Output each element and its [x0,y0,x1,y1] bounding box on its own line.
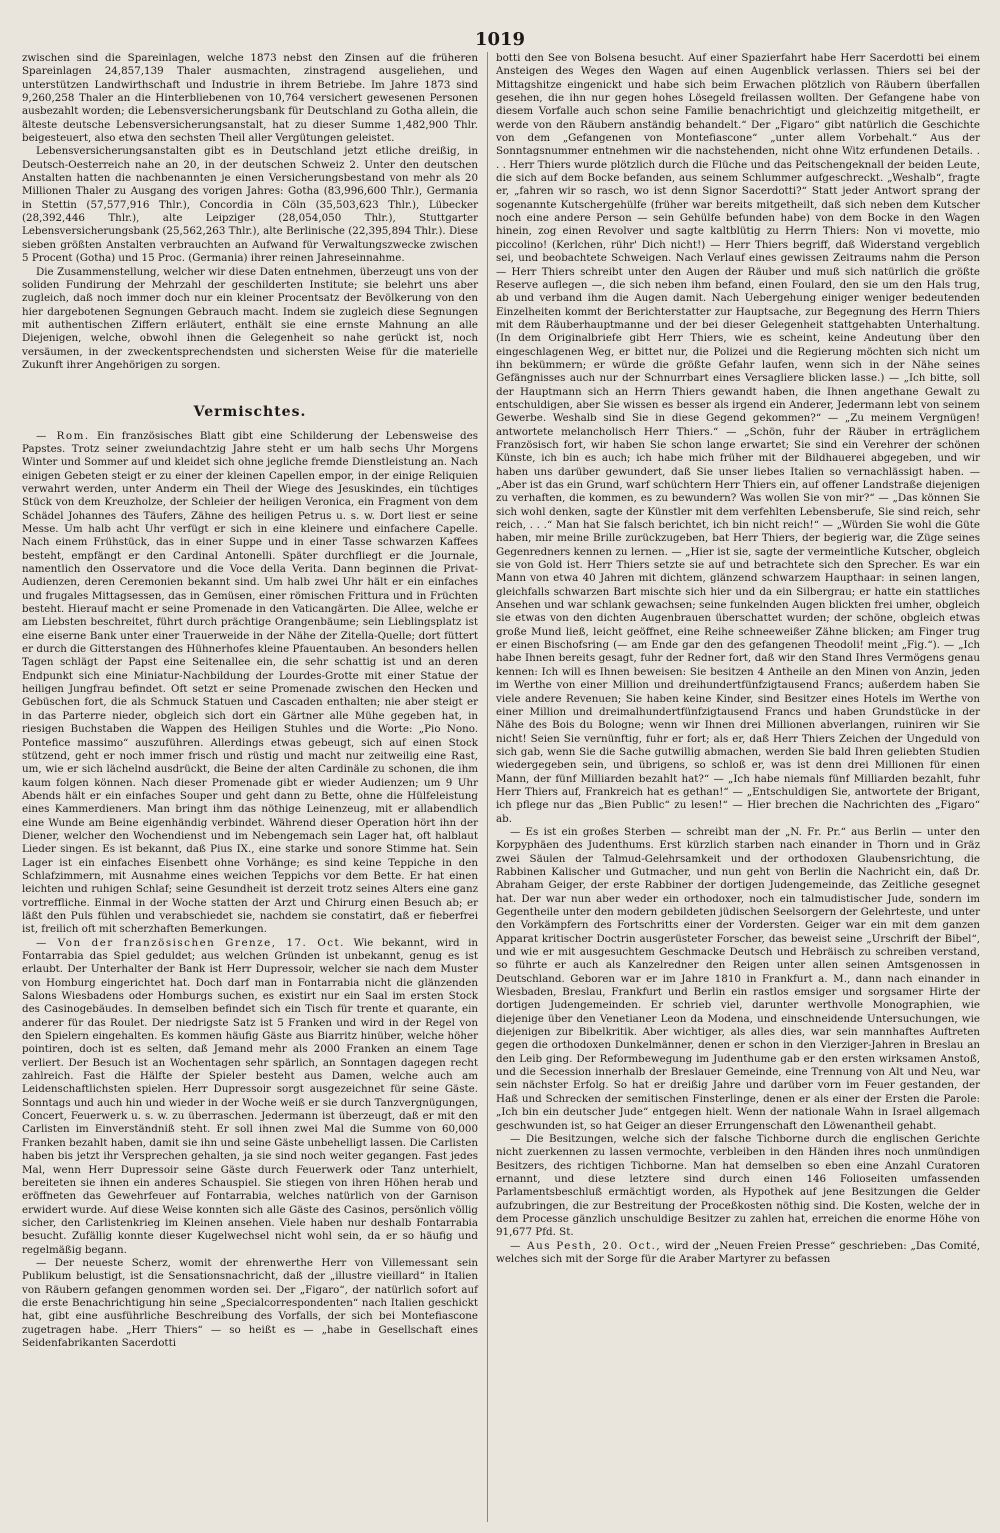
article-pesth-dateline: — Aus Pesth, 20. Oct., [510,1239,662,1252]
insurance-paragraph-3: Die Zusammenstellung, welcher wir diese Daten entnehmen, überzeugt uns von der soliden Fundirung der Mehrzahl der geschilderten Institute; sie belehrt uns aber zugleich, daß noch immer doch nur ein kleiner Procentsatz der Bevölkerung von den hier dargebotenen Segnungen Gebrauch macht. Indem sie zugleich diese Segnungen mit authentischen Ziffern erläutert, enthält sie eine ernste Mahnung an alle Diejenigen, welche, obwohl ihnen die Gelegenheit so nahe gerückt ist, noch versäumen, in der zweckentsprechendsten und sichersten Weise für die materielle Zukunft ihrer Angehörigen zu sorgen. [22,265,478,371]
insurance-paragraph-1: zwischen sind die Spareinlagen, welche 1873 nebst den Zinsen auf die früheren Spareinlagen 24,857,139 Thaler ausmachten, zinstragend ausgeliehen, und unterstützen Landwirthschaft und Industrie in ihrem Betriebe. Im Jahre 1873 sind 9,260,258 Thaler an die Hinterbliebenen von 10,764 versichert gewesenen Personen ausbezahlt worden; die Lebensversicherungsbank für Deutschland zu Gotha allein, die älteste deutsche Lebensversicherungsanstalt, hat zu dieser Summe 1,482,900 Thlr. beigesteuert, also etwa den sechsten Theil aller Vergütungen geleistet. [22,52,478,145]
article-grenze-body: Wie bekannt, wird in Fontarrabia das Spiel geduldet; aus welchen Gründen ist unbekannt, genug es ist erlaubt. Der Unterhalter der Bank ist Herr Dupressoir, welcher sie nach dem Muster von Homburg eingerichtet hat. Doch darf man in Fontarrabia nicht die glänzenden Salons Wiesbadens oder Homburgs suchen, es existirt nur ein Saal im ersten Stock des Casinogebäudes. In demselben befindet sich ein Tisch für trente et quarante, ein anderer für das Roulet. Der niedrigste Satz ist 5 Franken und wird in der Regel von den Spielern eingehalten. Es kommen häufig Gäste aus Biarritz hinüber, welche höher pointiren, doch ist es selten, daß Jemand mehr als 2000 Franken an einem Tage verliert. Der Besuch ist an Wochentagen sehr spärlich, an Sonntagen dagegen recht zahlreich. Fast die Hälfte der Spieler besteht aus Damen, welche auch am Leidenschaftlichsten spielen. Herr Dupressoir sorgt ausgezeichnet für seine Gäste. Sonntags und auch hin und wieder in der Woche weiß er sie durch Tanzvergnügungen, Concert, Feuerwerk u. s. w. zu überraschen. Jedermann ist überzeugt, daß er mit den Carlisten im Einverständniß steht. Er soll ihnen zwei Mal die Summe von 60,000 Franken bezahlt haben, damit sie ihn und seine Gäste unbehelligt lassen. Die Carlisten haben bis jetzt ihr Versprechen gehalten, ja sie sind noch weiter gegangen. Fast jedes Mal, wenn Herr Dupressoir seine Gäste durch Feuerwerk oder Tanz unterhielt, bereiteten sie ihnen ein anderes Schauspiel. Sie stiegen von ihren Höhen herab und eröffneten das Gewehrfeuer auf Fontarrabia, welches natürlich von der Garnison erwidert wurde. Auf diese Weise konnten sich alle Gäste des Casinos, persönlich völlig sicher, den Carlistenkrieg im Kleinen ansehen. Viele haben nur deshalb Fontarrabia besucht. Zufällig konnte dieser Kugelwechsel nicht wohl sein, da er so häufig und regelmäßig begann. [22,936,478,1256]
article-villemessant-intro: — Der neueste Scherz, womit der ehrenwerthe Herr von Villemessant [36,1256,449,1269]
article-grenze [22,937,478,1257]
article-rom-body: Ein französisches Blatt gibt eine Schilderung der Lebensweise des Papstes. Trotz seiner zweiundachtzig Jahre steht er um halb sechs Uhr Morgens Winter und Sommer auf und kleidet sich ohne jegliche fremde Dienstleistung an. Nach einigen Gebeten steigt er zu einer der kleinen Capellen empor, in der einige Reliquien verwahrt werden, unter Anderm ein Theil der Wiege des Jesuskindes, ein tüchtiges Stück von dem Kreuzholze, der Schleier der heiligen Veronica, ein Fragment von dem Schädel Johannes des Täufers, Zähne des heiligen Petrus u. s. w. Dort liest er seine Messe. Um halb acht Uhr verfügt er sich in eine kleinere und einfachere Capelle. Nach einem Frühstück, das in einer Suppe und in einer Tasse schwarzen Kaffees besteht, empfängt er den Cardinal Antonelli. Später durchfliegt er die Journale, namentlich den Osservatore und die Voce della Verita. Dann beginnen die Privat-Audienzen, deren Ceremonien bekannt sind. Um halb zwei Uhr hält er ein einfaches und frugales Mittagsessen, das in Gemüsen, einer römischen Frittura und in Früchten besteht. Hierauf macht er seine Promenade in den Vaticangärten. Die Allee, welche er am Liebsten beschreitet, führt durch prächtige Orangenbäume; sein Lieblingsplatz ist eine eiserne Bank unter einer Trauerweide in der Nähe der Zitella-Quelle; dort füttert er durch die Gitterstangen des Hühnerhofes kleine Pfauentauben. An besonders hellen Tagen schlägt der Papst eine Seitenallee ein, die sehr schattig ist und an deren Endpunkt sich eine Miniatur-Nachbildung der Lourdes-Grotte mit einer Statue der heiligen Jungfrau befindet. Oft setzt er seine Promenade zwischen den Hecken und Gebüschen fort, die als Schmuck Statuen und Cascaden enthalten; nie aber steigt er in das Parterre nieder, obgleich sich dort ein Gärtner alle Mühe gegeben hat, in riesigen Buchstaben die Wappen des Heiligen Stuhles und die Worte: „Pio Nono. Pontefice massimo“ auszuführen. Allerdings etwas gebeugt, sich auf einen Stock stützend, geht er noch immer frisch und rüstig und macht nur zeitweilig eine Rast, um, wie er sich lächelnd ausdrückt, die Beine der alten Cardinäle zu schonen, die ihm kaum folgen können. Nach dieser Promenade gibt er wieder Audienzen; um 9 Uhr Abends hält er ein einfaches Souper und geht dann zu Bette, ohne die Hülfeleistung eines Kammerdieners. Man bringt ihm das nöthige Leinenzeug, mit er allabendlich eine Wunde am Beine eigenhändig verbindet. Während dieser Operation hört ihn der Diener, welcher den Wochendienst und im Nebengemach sein Lager hat, oft halblaut Lieder singen. Es ist bekannt, daß Pius IX., eine starke und sonore Stimme hat. Sein Lager ist ein einfaches Eisenbett ohne Vorhänge; es sind keine Teppiche in den Schlafzimmern, mit Ausnahme eines weichen Teppichs vor dem Bette. Er hat einen leichten und ruhigen Schlaf; seine Gesundheit ist derzeit trotz seines Alters eine ganz vortreffliche. Einmal in der Woche statten der Arzt und Chirurg einen Besuch ab; er läßt den Puls fühlen und verabschiedet sie, nachdem sie constatirt, daß er fieberfrei ist, freilich oft mit scherzhaften Bemerkungen. [22,429,478,936]
section-heading: Vermischtes. [193,404,307,421]
column-divider [487,52,488,1522]
right-column [496,52,980,1266]
left-column [22,52,478,1350]
article-villemessant [22,1257,478,1350]
article-tichborne: — Die Besitzungen, welche sich der falsche Tichborne durch die englischen Gerichte nicht zuerkennen zu lassen vermochte, verbleiben in den Händen ihres noch unmündigen Besitzers, des richtigen Tichborne. Man hat demselben so eben eine Anzahl Curatoren ernannt, und diese letztere sind durch einen 146 Folioseiten umfassenden Parlamentsbeschluß ermächtigt worden, als Hypothek auf jene Besitzungen die Gelder aufzubringen, die zur Bestreitung der Proceßkosten nöthig sind. Die Kosten, welche der in dem Processe gänzlich unschuldige Besitzer zu zahlen hat, erreichen die enorme Höhe von 91,677 Pfd. St. [496,1132,980,1239]
article-villemessant-body: sein Publikum belustigt, ist die Sensationsnachricht, daß der „illustre vieillard“ in Italien von Räubern gefangen genommen worden sei. Der „Figaro“, der natürlich sofort auf die erste Benachrichtigung hin seine „Specialcorrespondenten“ nach Italien geschickt hat, gibt eine ausführliche Beschreibung des Vorfalls, der sich bei Montefiascone zugetragen habe. „Herr Thiers“ — so heißt es — „habe in Gesellschaft eines Seidenfabrikanten Sacerdotti [22,1256,478,1349]
article-grenze-dateline: — Von der französischen Grenze, 17. Oct. [36,936,345,949]
article-rom-dateline: — Rom. [36,429,90,442]
article-pesth [496,1240,980,1267]
article-geiger: — Es ist ein großes Sterben — schreibt man der „N. Fr. Pr.“ aus Berlin — unter den Korpyphäen des Judenthums. Erst kürzlich starben nach einander in Thorn und in Gräz zwei Säulen der Talmud-Gelehrsamkeit und der orthodoxen Glaubensrichtung, die Rabbinen Kalischer und Gutmacher, und nun geht von Berlin die Nachricht ein, daß Dr. Abraham Geiger, der erste Rabbiner der dortigen Judengemeinde, das Zeitliche gesegnet hat. Der war nun aber weder ein orthodoxer, noch ein talmudistischer Jude, sondern im Gegentheile unter den modern gebildeten jüdischen Seelsorgern der Gelehrteste, und unter den Vorkämpfern des Fortschritts einer der Vordersten. Geiger war ein mit dem ganzen Apparat kritischer Doctrin ausgerüsteter Forscher, das beweist seine „Urschrift der Bibel“, und wie er mit ausgesuchtem Geschmacke Deutsch und Hebräisch zu schreiben verstand, so führte er auch als Kanzelredner den Reigen unter allen seinen Amtsgenossen in Deutschland. Geboren war er im Jahre 1810 in Frankfurt a. M., dann nach einander in Wiesbaden, Breslau, Frankfurt und Berlin ein rastlos emsiger und sorgsamer Hirte der dortigen Judengemeinden. Er schrieb viel, darunter werthvolle Monographien, wie diejenige über den Venetianer Leon da Modena, und einschneidende Untersuchungen, wie diejenigen zur Bibelkritik. Aber wichtiger, als alles dies, war sein mannhaftes Auftreten gegen die orthodoxen Dunkelmänner, denen er schon in den Vierziger-Jahren in Breslau an den Leib ging. Der Reformbewegung im Judenthume gab er den ersten wirksamen Anstoß, und die Secession innerhalb der Breslauer Gemeinde, eine Trennung von Alt und Neu, war sein nächster Erfolg. So hat er dreißig Jahre und darüber vorn im Feuer gestanden, der Haß und Schrecken der semitischen Finsterlinge, denen er als einer der Ersten die Parole: „Ich bin ein deutscher Jude“ entgegen hielt. Wenn der nationale Wahn in Israel allgemach geschwunden ist, so hat Geiger an dieser Errungenschaft den Löwenantheil gehabt. [496,825,980,1132]
page-number: 1019 [474,29,526,50]
article-thiers-continued: botti den See von Bolsena besucht. Auf einer Spazierfahrt habe Herr Sacerdotti bei einem Ansteigen des Weges den Wagen auf einen Augenblick verlassen. Thiers sei bei der Mittagshitze eingenickt und habe sich beim Erwachen plötzlich von Räubern überfallen gesehen, die ihn nur gegen hohes Lösegeld freilassen wollten. Der Gefangene habe von diesem Vorfalle auch schon seine Familie benachrichtigt und gleichzeitig mitgetheilt, er werde von den Räubern anständig behandelt.“ Der „Figaro“ gibt natürlich die Geschichte von dem „Gefangenen von Montefiascone“ „unter allem Vorbehalt.“ Aus der Sonntagsnummer entnehmen wir die nachstehenden, nicht ohne Witz erfundenen Details. . . . Herr Thiers wurde plötzlich durch die Flüche und das Peitschengeknall der beiden Leute, die sich auf dem Bocke befanden, aus seinem Schlummer aufgeschreckt. „Weshalb“, fragte er, „fahren wir so rasch, wo ist denn Signor Sacerdotti?“ Statt jeder Antwort sprang der sogenannte Kutschergehülfe (früher war bereits mitgetheilt, daß sich neben dem Kutscher noch eine andere Person — sein Gehülfe befunden habe) von dem Bocke in den Wagen hinein, zog einen Revolver und sagte kaltblütig zu Herrn Thiers: Non vi movette, mio piccolino! (Kerlchen, rühr' Dich nicht!) — Herr Thiers begriff, daß Widerstand vergeblich sei, und beobachtete Schweigen. Nach Verlauf eines gewissen Zeitraums nahm die Person — Herr Thiers schreibt unter den Augen der Räuber und muß sich natürlich die größte Reserve auflegen —, die sich neben ihm befand, einen Foulard, den sie um den Hals trug, ab und verband ihm die Augen damit. Nach Uebergehung einiger weniger bedeutenden Einzelheiten kommt der Berichterstatter zur Hauptsache, zur Begegnung des Herrn Thiers mit dem Räuberhauptmanne und der bei dieser Gelegenheit stattgehabten Unterhaltung. (In dem Originalbriefe gibt Herr Thiers, wie es scheint, keine Andeutung über den eingeschlagenen Weg, er bittet nur, die Polizei und die Regierung möchten sich nicht um ihn bekümmern; er würde die größte Gefahr laufen, wenn sich in der Nähe seines Gefängnisses auch nur der Schnurrbart eines Versagliere blicken lasse.) — „Ich bitte, soll der Hauptmann sich an Herrn Thiers gewandt haben, die Ihnen angethane Gewalt zu entschuldigen, aber Sie wissen es besser als irgend ein Anderer, Jedermann lebt von seinem Gewerbe. Weshalb sind Sie in diese Gegend gekommen?“ — „Zu meinem Vergnügen! antwortete melancholisch Herr Thiers.“ — „Schön, fuhr der Räuber in erträglichem Französisch fort, wir haben Sie schon lange erwartet; Sie sind ein Verehrer der schönen Künste, ich bin es auch; ich habe mich früher mit der Bildhauerei abgegeben, und wir haben uns darüber gewundert, daß Sie unser liebes Italien so vernachlässigt haben. — „Aber ist das ein Grund, warf schüchtern Herr Thiers ein, auf offener Landstraße diejenigen zu verhaften, die kommen, es zu bewundern? Was wollen Sie von mir?“ — „Das können Sie sich wohl denken, sagte der Künstler mit dem verfehlten Lebensberufe, Sie sind reich, sehr reich, . . .“ Man hat Sie falsch berichtet, ich bin nicht reich!“ — „Würden Sie wohl die Güte haben, mir meine Brille zurückzugeben, bat Herr Thiers, der begierig war, die Züge seines Gegenredners kennen zu lernen. — „Hier ist sie, sagte der vermeintliche Kutscher, obgleich sie von Gold ist. Herr Thiers setzte sie auf und betrachtete sich den Sprecher. Es war ein Mann von etwa 40 Jahren mit dichtem, glänzend schwarzem Haupthaar: in seinen langen, gleichfalls schwarzen Bart mischte sich hier und da ein Silbergrau; er hatte ein stattliches Ansehen und war schlank gewachsen; seine funkelnden Augen blickten frei umher, obgleich sie etwas von den dichten Augenbrauen überschattet wurden; der schöne, obgleich etwas große Mund ließ, leicht geöffnet, eine Reihe schneeweißer Zähne blicken; am Finger trug er einen Bischofsring (— am Ende gar den des gefangenen Theodoli! meint „Fig.“). — „Ich habe Ihnen bereits gesagt, fuhr der Redner fort, daß wir den Stand Ihres Vermögens genau kennen: Ich will es Ihnen beweisen: Sie besitzen 4 Antheile an den Minen von Anzin, jeden im Werthe von einer Million und dreihundertfünfzigtausend Francs; außerdem haben Sie viele andere Revenuen; Sie haben keine Kinder, sind Besitzer eines Hotels im Werthe von einer Million und dreimalhundertfünfzigtausend Francs und haben Grundstücke in der Nähe des Bois du Bologne; wenn wir Ihnen drei Millionen abverlangen, ruiniren wir Sie nicht! Seien Sie vernünftig, fuhr er fort; als er, daß Herr Thiers Zeichen der Ungeduld von sich gab, wenn Sie die Sache gutwillig abmachen, werden Sie bald Ihren geliebten Studien wiedergegeben sein, und übrigens, so schloß er, was ist denn drei Millionen für einen Mann, der fünf Milliarden bezahlt hat?“ — „Ich habe niemals fünf Milliarden bezahlt, fuhr Herr Thiers auf, Frankreich hat es gethan!“ — „Entschuldigen Sie, antwortete der Brigant, ich pflege nur das „Bien Public“ zu lesen!“ — Hier brechen die Nachrichten des „Figaro“ ab. [496,52,980,825]
article-rom [22,430,478,937]
article-pesth-body: wird der „Neuen Freien Presse“ geschrieben: „Das Comité, welches sich mit der Sorge für die Araber Martyrer zu befassen [496,1239,980,1265]
insurance-paragraph-2: Lebensversicherungsanstalten gibt es in Deutschland jetzt etliche dreißig, in Deutsch-Oesterreich nahe an 20, in der deutschen Schweiz 2. Unter den deutschen Anstalten hatten die nachbenannten je einen Versicherungsbestand von mehr als 20 Millionen Thaler zu Ausgang des vorigen Jahres: Gotha (83,996,600 Thlr.), Germania in Stettin (57,577,916 Thlr.), Concordia in Cöln (35,503,623 Thlr.), Lübecker (28,392,446 Thlr.), alte Leipziger (28,054,050 Thlr.), Stuttgarter Lebensversicherungsbank (25,562,263 Thlr.), alte Berlinische (22,395,894 Thlr.). Diese sieben größten Anstalten verbrauchten an Aufwand für Verwaltungszwecke zwischen 5 Procent (Gotha) und 15 Proc. (Germania) ihrer reinen Jahreseinnahme. [22,145,478,265]
